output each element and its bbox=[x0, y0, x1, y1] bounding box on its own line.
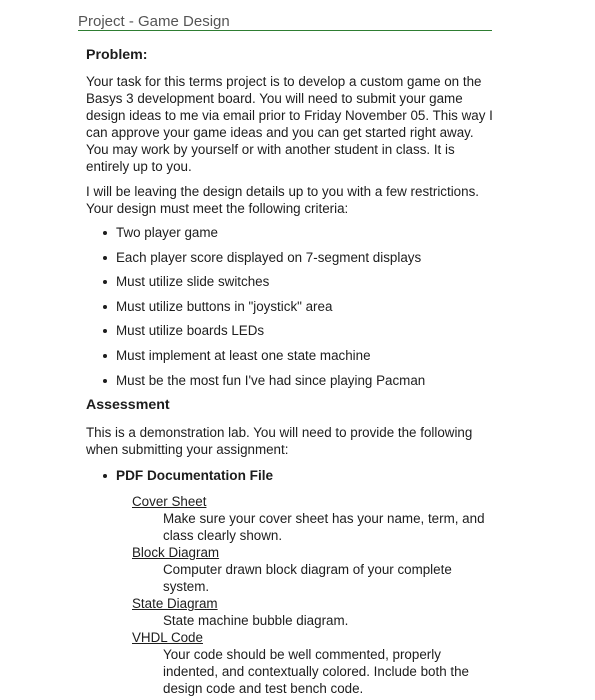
criteria-item: Must be the most fun I've had since playing Pacman bbox=[116, 372, 496, 389]
assessment-paragraph: This is a demonstration lab. You will need to provide the following when submitting your assignment: bbox=[86, 425, 473, 458]
documentation-requirements bbox=[132, 493, 496, 697]
criteria-item: Must utilize boards LEDs bbox=[116, 322, 496, 339]
criteria-item: Each player score displayed on 7-segment displays bbox=[116, 249, 496, 266]
page-header bbox=[78, 13, 492, 31]
criteria-item: Two player game bbox=[116, 224, 496, 241]
doc-term-vhdl-code: VHDL Code bbox=[132, 630, 203, 646]
criteria-item: Must implement at least one state machine bbox=[116, 347, 496, 364]
doc-term-block-diagram: Block Diagram bbox=[132, 545, 220, 561]
doc-desc-state-diagram: State machine bubble diagram. bbox=[163, 613, 349, 629]
problem-paragraph-2: I will be leaving the design details up to you with a few restrictions. Your design must meet the following criteria: bbox=[86, 184, 479, 216]
doc-term-state-diagram: State Diagram bbox=[132, 596, 218, 612]
doc-desc-vhdl-code: Your code should be well commented, properly indented, and contextually colored. Include both the design code and test bench code. bbox=[163, 647, 469, 697]
pdf-documentation-item: PDF Documentation File bbox=[86, 467, 496, 484]
criteria-list bbox=[86, 224, 496, 389]
problem-heading: Problem: bbox=[86, 47, 148, 63]
assessment-heading: Assessment bbox=[86, 397, 170, 414]
document-body bbox=[86, 46, 496, 697]
doc-desc-block-diagram: Computer drawn block diagram of your complete system. bbox=[163, 562, 452, 595]
criteria-item: Must utilize slide switches bbox=[116, 273, 496, 290]
criteria-item: Must utilize buttons in "joystick" area bbox=[116, 298, 496, 315]
doc-desc-cover-sheet: Make sure your cover sheet has your name, term, and class clearly shown. bbox=[163, 511, 485, 544]
problem-paragraph-1: Your task for this terms project is to develop a custom game on the Basys 3 development board. You will need to submit your game design ideas to me via email prior to Friday November 05. This way I can approve your game ideas and you can get started right away. You may work by yourself or with another student in class. It is entirely up to you. bbox=[86, 74, 493, 174]
page-title: Project - Game Design bbox=[78, 13, 230, 30]
doc-term-cover-sheet: Cover Sheet bbox=[132, 494, 207, 510]
